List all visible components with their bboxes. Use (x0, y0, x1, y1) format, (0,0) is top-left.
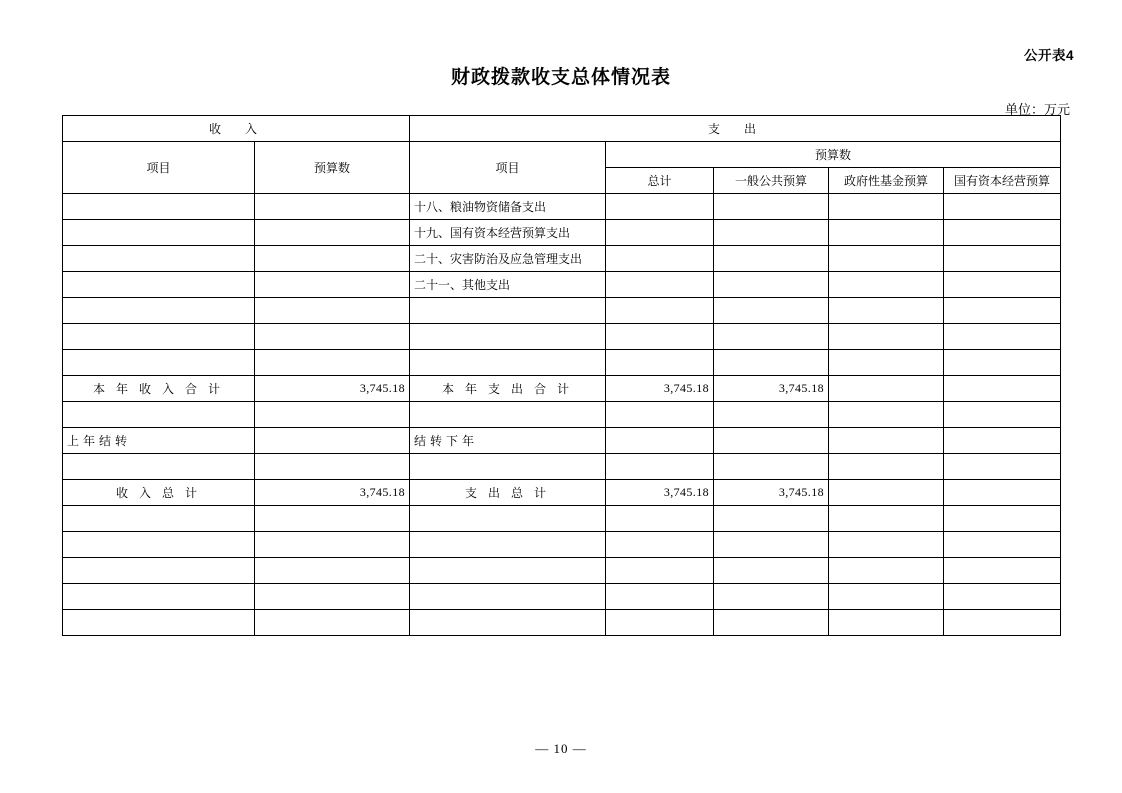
expenditure-general-public-cell (714, 610, 829, 636)
income-budget-cell (255, 194, 410, 220)
income-item-cell (63, 350, 255, 376)
income-budget-cell (255, 610, 410, 636)
expenditure-general-public-cell (714, 402, 829, 428)
table-row (63, 584, 1061, 610)
income-item-cell: 上年结转 (63, 428, 255, 454)
expenditure-government-fund-cell (829, 610, 944, 636)
income-item-cell (63, 610, 255, 636)
expenditure-state-capital-cell (944, 194, 1061, 220)
expenditure-general-public-cell (714, 558, 829, 584)
expenditure-state-capital-cell (944, 506, 1061, 532)
income-item-header: 项目 (63, 142, 255, 194)
income-budget-cell (255, 428, 410, 454)
expenditure-total-cell (606, 506, 714, 532)
income-item-cell (63, 532, 255, 558)
table-row (63, 246, 1061, 272)
form-number-label: 公开表4 (1023, 48, 1074, 63)
expenditure-item-cell (410, 298, 606, 324)
expenditure-budget-header: 预算数 (606, 142, 1061, 168)
table-row (63, 376, 1061, 402)
expenditure-total-cell (606, 298, 714, 324)
table-group-header-row (63, 116, 1061, 142)
expenditure-item-cell: 支 出 总 计 (410, 480, 606, 506)
expenditure-general-public-cell (714, 584, 829, 610)
table-row (63, 480, 1061, 506)
income-group-header: 收 入 (63, 116, 410, 142)
page-title: 财政拨款收支总体情况表 (450, 67, 671, 88)
expenditure-government-fund-header: 政府性基金预算 (829, 168, 944, 194)
table-row (63, 558, 1061, 584)
table-row (63, 350, 1061, 376)
expenditure-state-capital-cell (944, 558, 1061, 584)
income-budget-cell (255, 298, 410, 324)
expenditure-general-public-cell (714, 506, 829, 532)
table-row (63, 428, 1061, 454)
expenditure-total-cell (606, 324, 714, 350)
table-row (63, 272, 1061, 298)
income-budget-cell: 3,745.18 (255, 480, 410, 506)
expenditure-state-capital-cell (944, 610, 1061, 636)
expenditure-total-header: 总计 (606, 168, 714, 194)
table-column-header-row (63, 142, 1061, 168)
expenditure-state-capital-cell (944, 454, 1061, 480)
income-budget-cell (255, 220, 410, 246)
table-body (63, 194, 1061, 636)
expenditure-general-public-cell (714, 324, 829, 350)
expenditure-total-cell (606, 558, 714, 584)
income-item-cell (63, 298, 255, 324)
expenditure-item-cell (410, 506, 606, 532)
income-budget-cell (255, 246, 410, 272)
expenditure-item-cell: 二十一、其他支出 (410, 272, 606, 298)
expenditure-general-public-cell (714, 428, 829, 454)
expenditure-general-public-cell (714, 454, 829, 480)
expenditure-item-cell (410, 324, 606, 350)
expenditure-general-public-cell: 3,745.18 (714, 376, 829, 402)
expenditure-government-fund-cell (829, 376, 944, 402)
table-row (63, 610, 1061, 636)
income-item-cell (63, 402, 255, 428)
table-row (63, 298, 1061, 324)
expenditure-state-capital-header: 国有资本经营预算 (944, 168, 1061, 194)
expenditure-government-fund-cell (829, 532, 944, 558)
table-row (63, 194, 1061, 220)
expenditure-state-capital-cell (944, 298, 1061, 324)
expenditure-item-cell (410, 558, 606, 584)
expenditure-general-public-header: 一般公共预算 (714, 168, 829, 194)
income-budget-cell (255, 558, 410, 584)
expenditure-government-fund-cell (829, 428, 944, 454)
income-budget-cell (255, 454, 410, 480)
expenditure-government-fund-cell (829, 324, 944, 350)
expenditure-state-capital-cell (944, 584, 1061, 610)
income-item-cell (63, 220, 255, 246)
income-item-cell: 收 入 总 计 (63, 480, 255, 506)
income-budget-cell (255, 402, 410, 428)
expenditure-state-capital-cell (944, 376, 1061, 402)
expenditure-state-capital-cell (944, 324, 1061, 350)
expenditure-total-cell (606, 532, 714, 558)
income-item-cell (63, 506, 255, 532)
table-head (63, 116, 1061, 194)
expenditure-item-cell: 本 年 支 出 合 计 (410, 376, 606, 402)
expenditure-state-capital-cell (944, 272, 1061, 298)
expenditure-total-cell: 3,745.18 (606, 376, 714, 402)
table-row (63, 506, 1061, 532)
expenditure-state-capital-cell (944, 428, 1061, 454)
expenditure-item-header: 项目 (410, 142, 606, 194)
expenditure-general-public-cell: 3,745.18 (714, 480, 829, 506)
expenditure-state-capital-cell (944, 220, 1061, 246)
income-item-cell (63, 272, 255, 298)
income-item-cell: 本 年 收 入 合 计 (63, 376, 255, 402)
expenditure-item-cell (410, 610, 606, 636)
expenditure-total-cell (606, 194, 714, 220)
table-row (63, 532, 1061, 558)
expenditure-item-cell (410, 350, 606, 376)
expenditure-government-fund-cell (829, 584, 944, 610)
income-budget-header: 预算数 (255, 142, 410, 194)
income-item-cell (63, 584, 255, 610)
expenditure-item-cell (410, 454, 606, 480)
income-budget-cell (255, 350, 410, 376)
expenditure-government-fund-cell (829, 194, 944, 220)
expenditure-government-fund-cell (829, 506, 944, 532)
expenditure-total-cell: 3,745.18 (606, 480, 714, 506)
expenditure-government-fund-cell (829, 246, 944, 272)
expenditure-total-cell (606, 220, 714, 246)
expenditure-item-cell (410, 584, 606, 610)
expenditure-general-public-cell (714, 298, 829, 324)
table-row (63, 324, 1061, 350)
page-number: — 10 — (535, 741, 587, 756)
income-budget-cell: 3,745.18 (255, 376, 410, 402)
expenditure-government-fund-cell (829, 558, 944, 584)
expenditure-state-capital-cell (944, 246, 1061, 272)
expenditure-item-cell: 二十、灾害防治及应急管理支出 (410, 246, 606, 272)
expenditure-item-cell: 十八、粮油物资储备支出 (410, 194, 606, 220)
expenditure-government-fund-cell (829, 298, 944, 324)
expenditure-group-header: 支 出 (410, 116, 1061, 142)
fiscal-appropriation-table (62, 115, 1061, 636)
expenditure-item-cell (410, 402, 606, 428)
income-item-cell (63, 324, 255, 350)
income-budget-cell (255, 272, 410, 298)
unit-label: 单位：万元 (1004, 102, 1070, 117)
income-item-cell (63, 194, 255, 220)
income-budget-cell (255, 324, 410, 350)
expenditure-item-cell: 结转下年 (410, 428, 606, 454)
expenditure-general-public-cell (714, 272, 829, 298)
table-row (63, 454, 1061, 480)
income-item-cell (63, 558, 255, 584)
table-row (63, 402, 1061, 428)
expenditure-general-public-cell (714, 246, 829, 272)
expenditure-general-public-cell (714, 532, 829, 558)
expenditure-state-capital-cell (944, 480, 1061, 506)
income-item-cell (63, 454, 255, 480)
expenditure-government-fund-cell (829, 480, 944, 506)
expenditure-total-cell (606, 584, 714, 610)
expenditure-total-cell (606, 454, 714, 480)
table-row (63, 220, 1061, 246)
income-budget-cell (255, 584, 410, 610)
expenditure-government-fund-cell (829, 454, 944, 480)
expenditure-general-public-cell (714, 220, 829, 246)
expenditure-total-cell (606, 246, 714, 272)
income-item-cell (63, 246, 255, 272)
expenditure-general-public-cell (714, 350, 829, 376)
expenditure-state-capital-cell (944, 350, 1061, 376)
expenditure-total-cell (606, 402, 714, 428)
expenditure-total-cell (606, 428, 714, 454)
expenditure-state-capital-cell (944, 532, 1061, 558)
expenditure-total-cell (606, 272, 714, 298)
expenditure-state-capital-cell (944, 402, 1061, 428)
expenditure-item-cell (410, 532, 606, 558)
expenditure-general-public-cell (714, 194, 829, 220)
income-budget-cell (255, 532, 410, 558)
expenditure-government-fund-cell (829, 402, 944, 428)
expenditure-total-cell (606, 350, 714, 376)
income-budget-cell (255, 506, 410, 532)
expenditure-total-cell (606, 610, 714, 636)
expenditure-government-fund-cell (829, 350, 944, 376)
expenditure-government-fund-cell (829, 272, 944, 298)
expenditure-government-fund-cell (829, 220, 944, 246)
expenditure-item-cell: 十九、国有资本经营预算支出 (410, 220, 606, 246)
